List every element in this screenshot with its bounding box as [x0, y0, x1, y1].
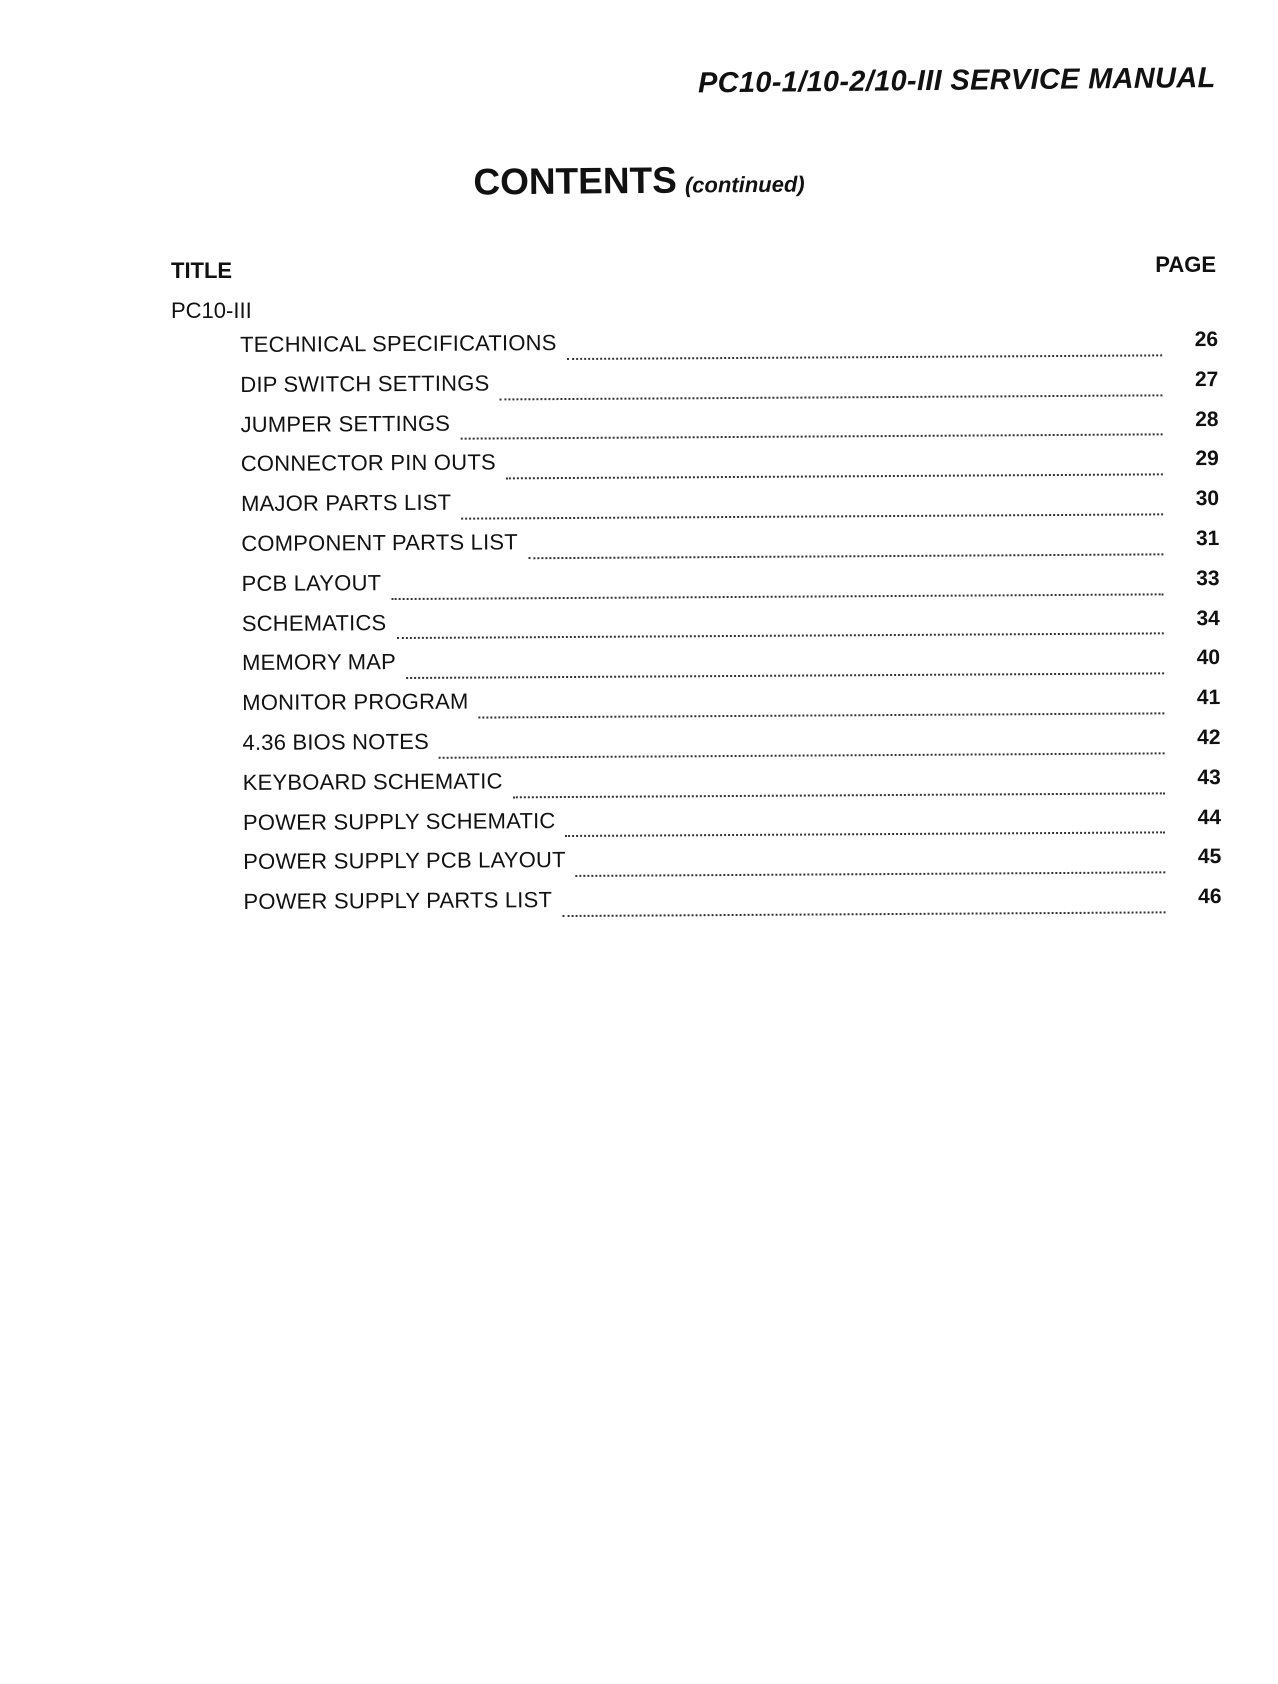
toc-entry-title: PCB LAYOUT [241, 569, 382, 596]
toc-entry-page: 28 [1195, 407, 1219, 431]
toc-entry-page: 29 [1195, 447, 1219, 471]
toc-entry-page: 40 [1196, 646, 1221, 670]
toc-entry-title: CONNECTOR PIN OUTS [240, 449, 496, 477]
manual-title: PC10-1/10-2/10-III SERVICE MANUAL [698, 62, 1217, 100]
table-of-contents [240, 326, 1222, 929]
dot-leader [460, 432, 1162, 440]
toc-entry-title: POWER SUPPLY PCB LAYOUT [243, 847, 566, 875]
dot-leader [499, 392, 1162, 400]
toc-entry [241, 445, 1219, 491]
dot-leader [567, 352, 1162, 360]
toc-entry-title: MAJOR PARTS LIST [240, 489, 452, 517]
toc-entry [241, 565, 1219, 611]
toc-entry-page: 41 [1196, 686, 1221, 710]
toc-entry [242, 605, 1220, 651]
toc-entry-page: 27 [1194, 367, 1219, 391]
toc-entry [242, 644, 1220, 690]
dot-leader [513, 790, 1165, 798]
dot-leader [479, 710, 1165, 718]
toc-entry-title: MONITOR PROGRAM [242, 688, 469, 716]
toc-entry-page: 46 [1198, 885, 1222, 909]
dot-leader [506, 472, 1163, 480]
toc-entry-title: MEMORY MAP [241, 649, 397, 676]
contents-subtitle: (continued) [684, 171, 805, 198]
dot-leader [528, 551, 1163, 559]
contents-heading [0, 154, 1278, 207]
dot-leader [461, 511, 1163, 519]
toc-entry-page: 33 [1196, 566, 1220, 590]
toc-entry-title: COMPONENT PARTS LIST [241, 529, 518, 556]
dot-leader [576, 870, 1166, 878]
toc-entry [240, 326, 1218, 372]
contents-title: CONTENTS [473, 159, 678, 203]
toc-entry [241, 525, 1219, 571]
column-header-page: PAGE [1155, 252, 1216, 277]
toc-entry-title: SCHEMATICS [241, 609, 387, 636]
dot-leader [391, 591, 1163, 600]
dot-leader [406, 671, 1164, 680]
toc-entry-page: 42 [1197, 725, 1221, 750]
toc-entry-page: 43 [1197, 765, 1221, 789]
toc-entry-page: 44 [1197, 805, 1222, 829]
toc-entry [243, 804, 1221, 850]
toc-entry [243, 764, 1221, 810]
toc-entry [243, 883, 1221, 929]
section-label: PC10-III [171, 298, 252, 323]
toc-entry-title: KEYBOARD SCHEMATIC [242, 768, 503, 795]
toc-entry-page: 30 [1195, 487, 1220, 511]
toc-entry-page: 31 [1195, 527, 1220, 551]
toc-entry-title: 4.36 BIOS NOTES [242, 728, 429, 755]
toc-entry-title: DIP SWITCH SETTINGS [240, 370, 490, 397]
dot-leader [439, 750, 1165, 758]
toc-entry [242, 684, 1220, 730]
toc-entry-page: 45 [1197, 845, 1222, 869]
toc-entry [243, 843, 1221, 889]
toc-entry-title: TECHNICAL SPECIFICATIONS [240, 330, 557, 357]
toc-entry [240, 366, 1218, 412]
toc-entry-title: JUMPER SETTINGS [240, 410, 451, 437]
dot-leader [396, 631, 1163, 640]
dot-leader [562, 909, 1165, 917]
toc-entry [242, 724, 1220, 770]
column-header-title: TITLE [171, 258, 233, 283]
toc-entry [240, 406, 1218, 452]
toc-entry-title: POWER SUPPLY PARTS LIST [243, 887, 553, 915]
toc-entry-page: 34 [1196, 606, 1220, 630]
dot-leader [566, 830, 1166, 838]
toc-entry [241, 485, 1219, 531]
toc-entry-page: 26 [1194, 328, 1219, 352]
toc-entry-title: POWER SUPPLY SCHEMATIC [242, 807, 556, 835]
